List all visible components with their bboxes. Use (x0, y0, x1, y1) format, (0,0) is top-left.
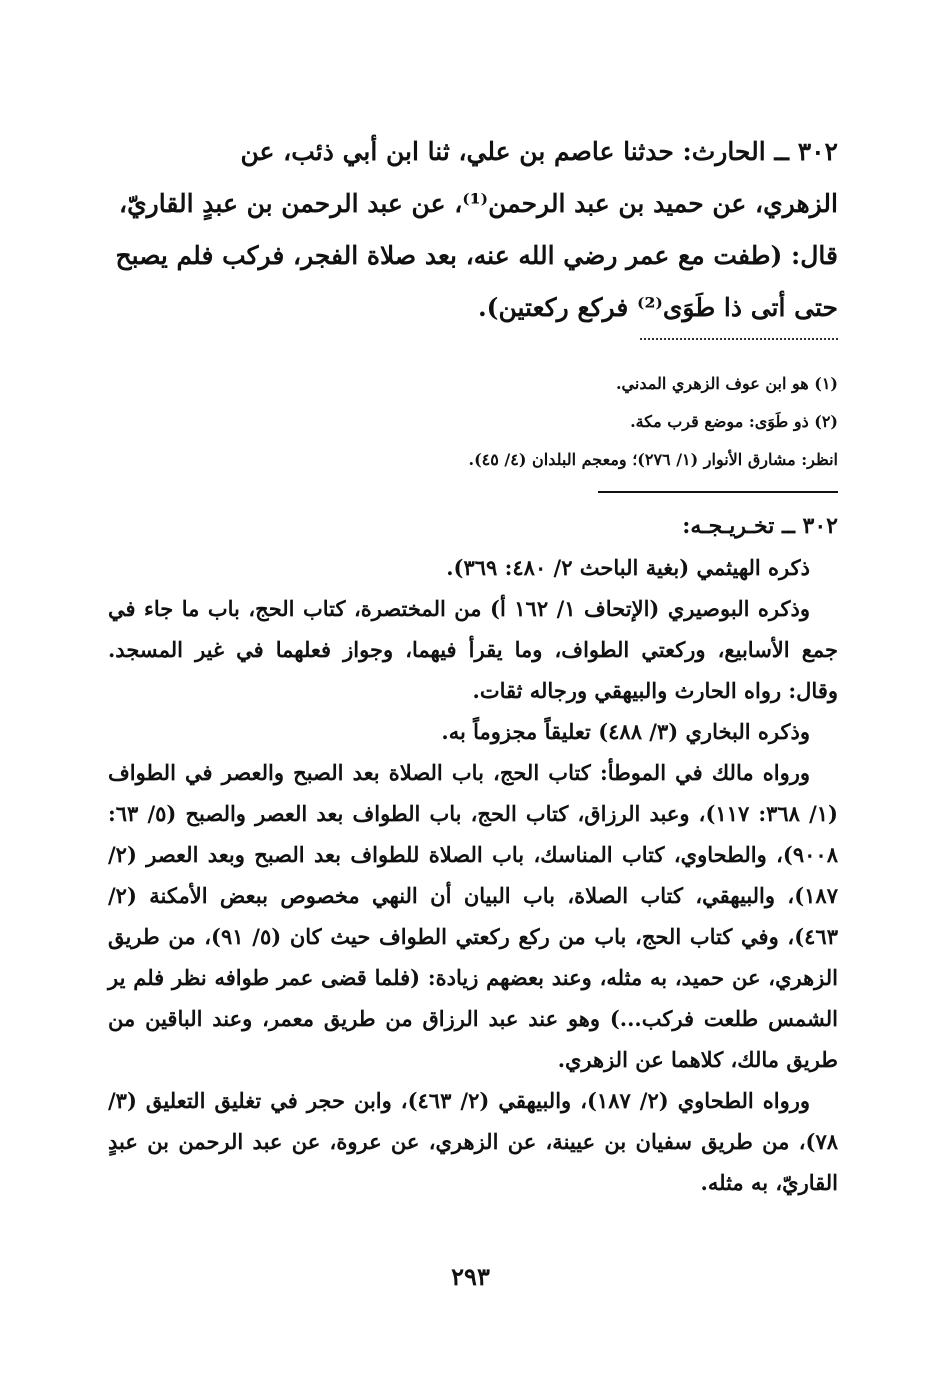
takhrij-paragraph: ذكره الهيثمي (بغية الباحث ٢/ ٤٨٠: ٣٦٩). (446, 555, 810, 580)
footnote-2: (٢) ذو طَوَى: موضع قرب مكة. (630, 412, 838, 431)
footnotes (300, 365, 838, 479)
hadith-text (108, 126, 838, 334)
footnote-reference: انظر: مشارق الأنوار (١/ ٢٧٦)؛ ومعجم البلدان (٤/ ٤٥). (468, 450, 838, 469)
takhrij-heading: ٣٠٢ ــ تخـريـجـه: (682, 513, 838, 539)
hadith-line: الزهري، عن حميد بن عبد الرحمن⁽¹⁾، عن عبد الرحمن بن عبدٍ القاريّ، (119, 189, 838, 218)
takhrij-section (108, 506, 838, 1203)
takhrij-paragraph: وذكره البوصيري (الإتحاف ١/ ١٦٢ أ) من المختصرة، كتاب الحج، باب ما جاء في جمع الأسابيع، وركعتي الطواف، وما يقرأ فيهما، وجواز فعلهما في غير المسجد. وقال: رواه الحارث والبيهقي ورجاله ثقات. (108, 596, 838, 703)
takhrij-paragraph: ورواه الطحاوي (٢/ ١٨٧)، والبيهقي (٢/ ٤٦٣)، وابن حجر في تغليق التعليق (٣/ ٧٨)، من طريق سفيان بن عيينة، عن الزهري، عن عروة، عن عبد الرحمن بن عبدٍ القاريّ، به مثله. (108, 1088, 838, 1195)
section-divider (598, 491, 838, 493)
page-number: ٢٩٣ (451, 1262, 490, 1291)
hadith-line: ٣٠٢ ــ الحارث: حدثنا عاصم بن علي، ثنا ابن أبي ذئب، عن (240, 137, 838, 166)
footnote-separator (640, 338, 838, 340)
takhrij-paragraph: ورواه مالك في الموطأ: كتاب الحج، باب الصلاة بعد الصبح والعصر في الطواف (١/ ٣٦٨: ١١٧)، وعبد الرزاق، كتاب الحج، باب الطواف بعد العصر والصبح (٥/ ٦٣: ٩٠٠٨)، والطحاوي، كتاب المناسك، باب الصلاة للطواف بعد الصبح وبعد العصر (٢/ ١٨٧)، والبيهقي، كتاب الصلاة، باب البيان أن النهي مخصوص ببعض الأمكنة (٢/ ٤٦٣)، وفي كتاب الحج، باب من ركع ركعتي الطواف حيث كان (٥/ ٩١)، من طريق الزهري، عن حميد، به مثله، وعند بعضهم زيادة: (فلما قضى عمر طوافه نظر فلم ير الشمس طلعت فركب...) وهو عند عبد الرزاق من طريق معمر، وعند الباقين من طريق مالك، كلاهما عن الزهري. (108, 760, 838, 1072)
footnote-1: (١) هو ابن عوف الزهري المدني. (615, 374, 838, 393)
hadith-line: قال: (طفت مع عمر رضي الله عنه، بعد صلاة الفجر، فركب فلم يصبح (115, 241, 838, 270)
takhrij-paragraph: وذكره البخاري (٣/ ٤٨٨) تعليقاً مجزوماً به. (441, 719, 810, 744)
hadith-line: حتى أتى ذا طَوَى⁽²⁾ فركع ركعتين). (477, 293, 838, 322)
